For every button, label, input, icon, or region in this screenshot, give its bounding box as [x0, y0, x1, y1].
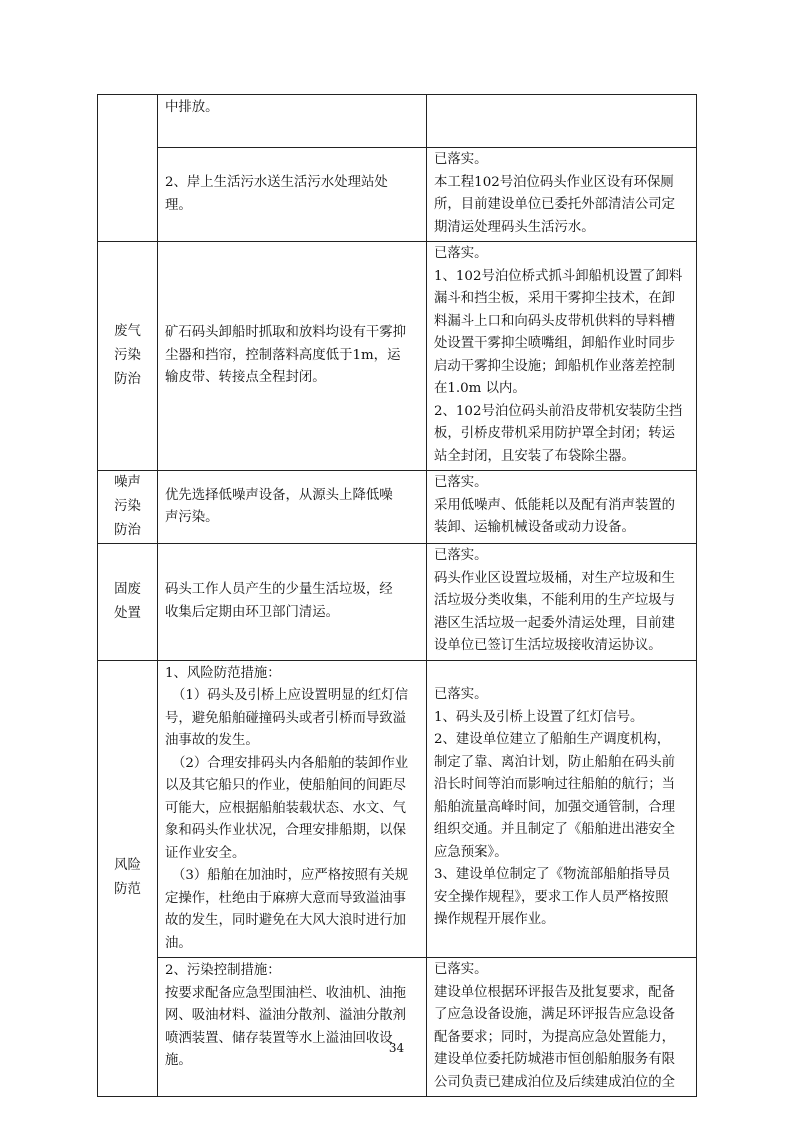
measure-cell — [158, 660, 427, 958]
text-line: 油。 — [165, 935, 192, 951]
text-line: 风险 — [114, 858, 141, 874]
text-line: （2）合理安排码头内各船舶的装卸作业 — [172, 755, 409, 771]
text-line: 港区生活垃圾一起委外清运处理，目前建 — [434, 615, 676, 631]
table-row — [98, 471, 697, 544]
text-line: 操作规程开展作业。 — [434, 912, 555, 927]
text-line: 在1.0m 以内。 — [434, 381, 526, 396]
category-cell — [98, 544, 158, 661]
implementation-cell — [427, 471, 697, 544]
text-line: 象和码头作业状况，合理安排船期，以保 — [165, 823, 407, 838]
text-line: 制定了靠、离泊计划，防止船舶在码头前 — [434, 754, 676, 770]
text-line: 应急预案》。 — [434, 844, 508, 860]
text-line: 矿石码头卸船时抓取和放料均设有干雾抑 — [165, 325, 407, 341]
text-line: 防范 — [114, 882, 141, 898]
measure-cell — [158, 958, 427, 1097]
text-line: 建设单位委托防城港市恒创船舶服务有限 — [434, 1052, 676, 1067]
text-line: 按要求配备应急型围油栏、收油机、油拖 — [165, 985, 407, 1001]
text-line: 号，避免船舶碰撞码头或者引桥而导致溢 — [165, 710, 407, 726]
text-line: 船舶流量高峰时间，加强交通管制，合理 — [434, 799, 676, 815]
text-line: 定操作，杜绝由于麻痹大意而导致溢油事 — [165, 890, 407, 906]
text-line: 期清运处理码头生活污水。 — [434, 219, 595, 235]
text-line: （1）码头及引桥上应设置明显的红灯信 — [172, 688, 409, 703]
text-line: 网、吸油材料、溢油分散剂、溢油分散剂 — [165, 1008, 407, 1023]
text-line: 声污染。 — [165, 510, 219, 525]
text-line: 启动干雾抑尘设施；卸船机作业落差控制 — [434, 358, 676, 374]
text-line: 中排放。 — [165, 100, 219, 115]
environmental-measures-table — [97, 94, 697, 1097]
text-line: 故的发生，同时避免在大风大浪时进行加 — [165, 913, 407, 928]
text-line: 活垃圾分类收集，不能利用的生产垃圾与 — [434, 593, 676, 608]
text-line: 码头工作人员产生的少量生活垃圾，经 — [165, 582, 393, 598]
text-line: 采用低噪声、低能耗以及配有消声装置的 — [434, 497, 676, 513]
text-line: （3）船舶在加油时，应严格按照有关规 — [172, 868, 409, 883]
text-line: 输皮带、转接点全程封闭。 — [165, 370, 326, 386]
text-line: 2、岸上生活污水送生活污水处理站处 — [165, 175, 388, 190]
text-line: 2、污染控制措施： — [165, 963, 281, 978]
text-line: 1、码头及引桥上设置了红灯信号。 — [434, 709, 644, 725]
text-line: 了应急设备设施，满足环评报告应急设备 — [434, 1007, 676, 1022]
text-line: 废气 — [114, 324, 141, 339]
text-line: 所，目前建设单位已委托外部清洁公司定 — [434, 197, 676, 212]
category-cell — [98, 471, 158, 544]
text-line: 漏斗和挡尘板，采用干雾抑尘技术，在卸 — [434, 291, 676, 306]
text-line: 油事故的发生。 — [165, 733, 259, 748]
text-line: 码头作业区设置垃圾桶，对生产垃圾和生 — [434, 570, 676, 586]
table-row — [98, 958, 697, 1097]
text-line: 已落实。 — [434, 962, 488, 977]
implementation-cell — [427, 544, 697, 661]
text-line: 板，引桥皮带机采用防护罩全封闭；转运 — [434, 426, 676, 441]
text-line: 沿长时间等泊而影响过往船舶的航行；当 — [434, 777, 676, 792]
text-line: 已落实。 — [434, 152, 488, 167]
table-row — [98, 242, 697, 471]
text-line: 优先选择低噪声设备，从源头上降低噪 — [165, 487, 393, 503]
table-row — [98, 95, 697, 148]
text-line: 本工程102号泊位码头作业区设有环保厕 — [434, 174, 674, 190]
text-line: 建设单位根据环评报告及批复要求，配备 — [434, 984, 676, 1000]
implementation-cell — [427, 242, 697, 471]
text-line: 已落实。 — [434, 246, 488, 261]
text-line: 配备要求；同时，为提高应急处置能力， — [434, 1029, 676, 1045]
text-line: 安全操作规程》，要求工作人员严格按照 — [434, 889, 669, 905]
text-line: 设单位已签订生活垃圾接收清运协议。 — [434, 638, 662, 653]
implementation-cell — [427, 660, 697, 958]
text-line: 污染 — [114, 348, 141, 363]
text-line: 收集后定期由环卫部门清运。 — [165, 604, 340, 620]
text-line: 防治 — [114, 372, 141, 387]
measure-cell — [158, 242, 427, 471]
implementation-cell — [427, 148, 697, 242]
measure-cell — [158, 471, 427, 544]
text-line: 组织交通。并且制定了《船舶进出港安全 — [434, 822, 676, 837]
page-number: 34 — [388, 1041, 405, 1055]
implementation-cell — [427, 958, 697, 1097]
text-line: 证作业安全。 — [165, 845, 246, 861]
table-row — [98, 660, 697, 958]
text-line — [434, 662, 690, 685]
text-line: 1、风险防范措施： — [165, 665, 281, 681]
text-line: 1、102号泊位桥式抓斗卸船机设置了卸料 — [434, 268, 683, 284]
text-line: 以及其它船只的作业，使船舶间的间距尽 — [165, 778, 407, 793]
text-line: 3、建设单位制定了《物流部船舶指导员 — [434, 867, 671, 882]
text-line: 噪声 — [114, 475, 141, 490]
text-line: 装卸、运输机械设备或动力设备。 — [434, 520, 635, 535]
text-line: 已落实。 — [434, 687, 488, 702]
text-line: 污染 — [114, 499, 141, 514]
implementation-cell — [427, 95, 697, 148]
text-line: 处设置干雾抑尘喷嘴组，卸船作业时同步 — [434, 336, 676, 351]
text-line: 已落实。 — [434, 548, 488, 563]
measure-cell — [158, 544, 427, 661]
measure-cell — [158, 95, 427, 148]
category-cell-blank — [98, 95, 158, 242]
text-line: 料漏斗上口和向码头皮带机供料的导料槽 — [434, 313, 676, 329]
category-cell — [98, 242, 158, 471]
text-line: 处置 — [114, 605, 141, 621]
text-line: 防治 — [114, 523, 141, 538]
text-line: 喷洒装置、储存装置等水上溢油回收设 — [165, 1030, 393, 1046]
text-line: 公司负责已建成泊位及后续建成泊位的全 — [434, 1074, 676, 1090]
table-row — [98, 148, 697, 242]
text-line: 2、102号泊位码头前沿皮带机安装防尘挡 — [434, 403, 683, 419]
text-line: 可能大，应根据船舶装载状态、水文、气 — [165, 800, 407, 816]
text-line: 固废 — [114, 581, 141, 597]
measure-cell — [158, 148, 427, 242]
text-line: 2、建设单位建立了船舶生产调度机构， — [434, 732, 671, 747]
table-row — [98, 544, 697, 661]
text-line: 站全封闭，且安装了布袋除尘器。 — [434, 448, 635, 464]
text-line: 理。 — [165, 197, 192, 213]
text-line: 已落实。 — [434, 475, 488, 490]
category-cell — [98, 660, 158, 1097]
text-line: 施。 — [165, 1053, 192, 1068]
text-line: 尘器和挡帘，控制落料高度低于1m，运 — [165, 347, 401, 363]
